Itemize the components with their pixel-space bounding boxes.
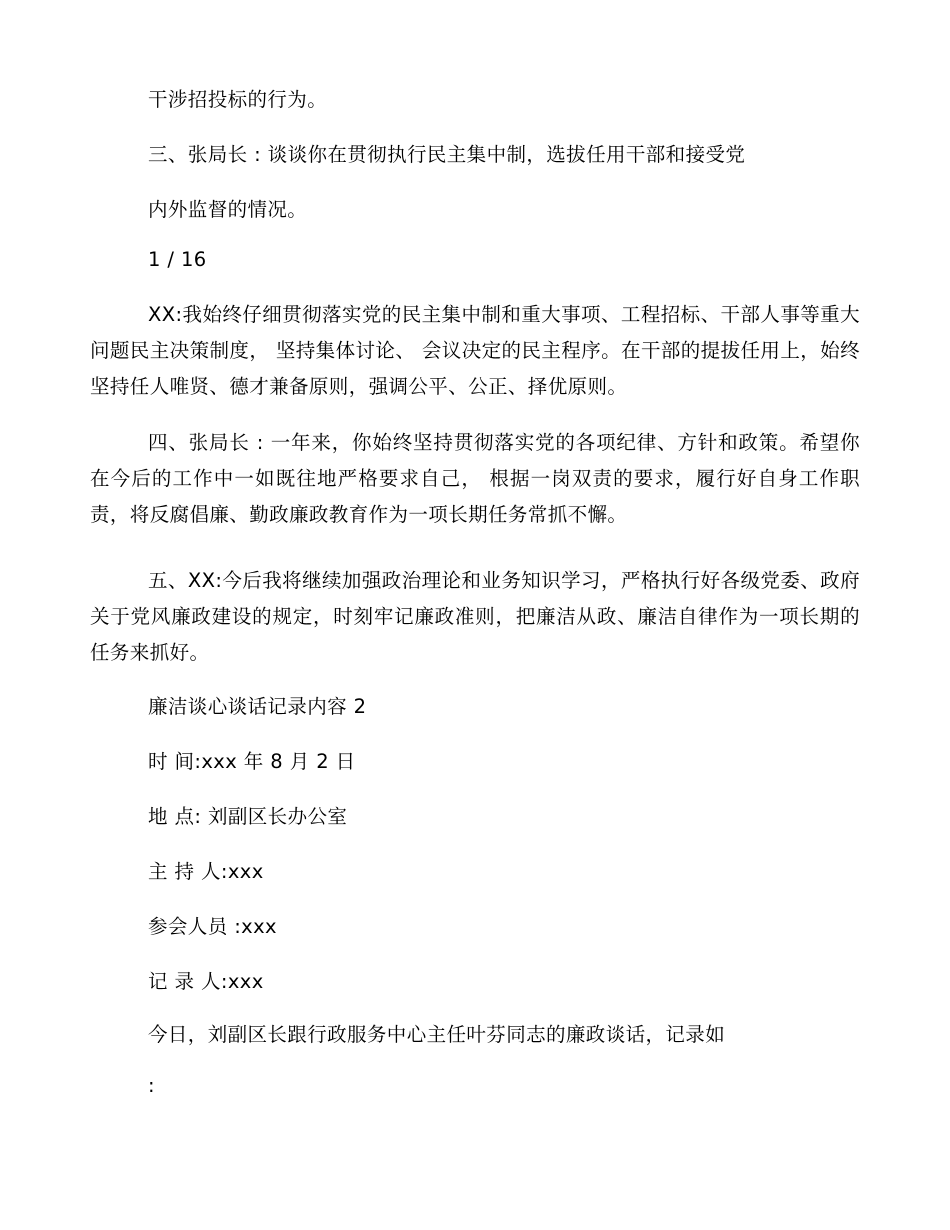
paragraph-xx-answer: XX:我始终仔细贯彻落实党的民主集中制和重大事项、工程招标、干部人事等重大问题民主决策制度， 坚持集体讨论、 会议决定的民主程序。在干部的提拔任用上，始终坚持任人唯贤、德才兼备原则，强调公平、公正、择优原则。: [90, 303, 860, 398]
page-number: 1 / 16: [148, 248, 207, 271]
record-attendees: 参会人员 :xxx: [148, 915, 277, 938]
record-colon: :: [148, 1074, 155, 1097]
record-host: 主 持 人:xxx: [148, 860, 264, 883]
section-heading: 廉洁谈心谈话记录内容 2: [148, 695, 367, 718]
text-line-supervision: 内外监督的情况。: [148, 198, 308, 221]
text-line-bidding: 干涉招投标的行为。: [148, 88, 328, 111]
text-line-question-three: 三、张局长 : 谈谈你在贯彻执行民主集中制，选拔任用干部和接受党: [148, 143, 746, 166]
record-intro: 今日，刘副区长跟行政服务中心主任叶芬同志的廉政谈话，记录如: [148, 1023, 726, 1046]
paragraph-item-five: 五、XX:今后我将继续加强政治理论和业务知识学习，严格执行好各级党委、政府关于党风廉政建设的规定，时刻牢记廉政准则，把廉洁从政、廉洁自律作为一项长期的任务来抓好。: [90, 569, 860, 664]
paragraph-question-four: 四、张局长 : 一年来，你始终坚持贯彻落实党的各项纪律、方针和政策。希望你在今后的工作中一如既往地严格要求自己， 根据一岗双责的要求，履行好自身工作职责，将反腐倡廉、勤政廉政教育作为一项长期任务常抓不懈。: [90, 431, 860, 526]
record-time: 时 间:xxx 年 8 月 2 日: [148, 750, 356, 773]
record-recorder: 记 录 人:xxx: [148, 970, 264, 993]
record-place: 地 点: 刘副区长办公室: [148, 805, 348, 828]
